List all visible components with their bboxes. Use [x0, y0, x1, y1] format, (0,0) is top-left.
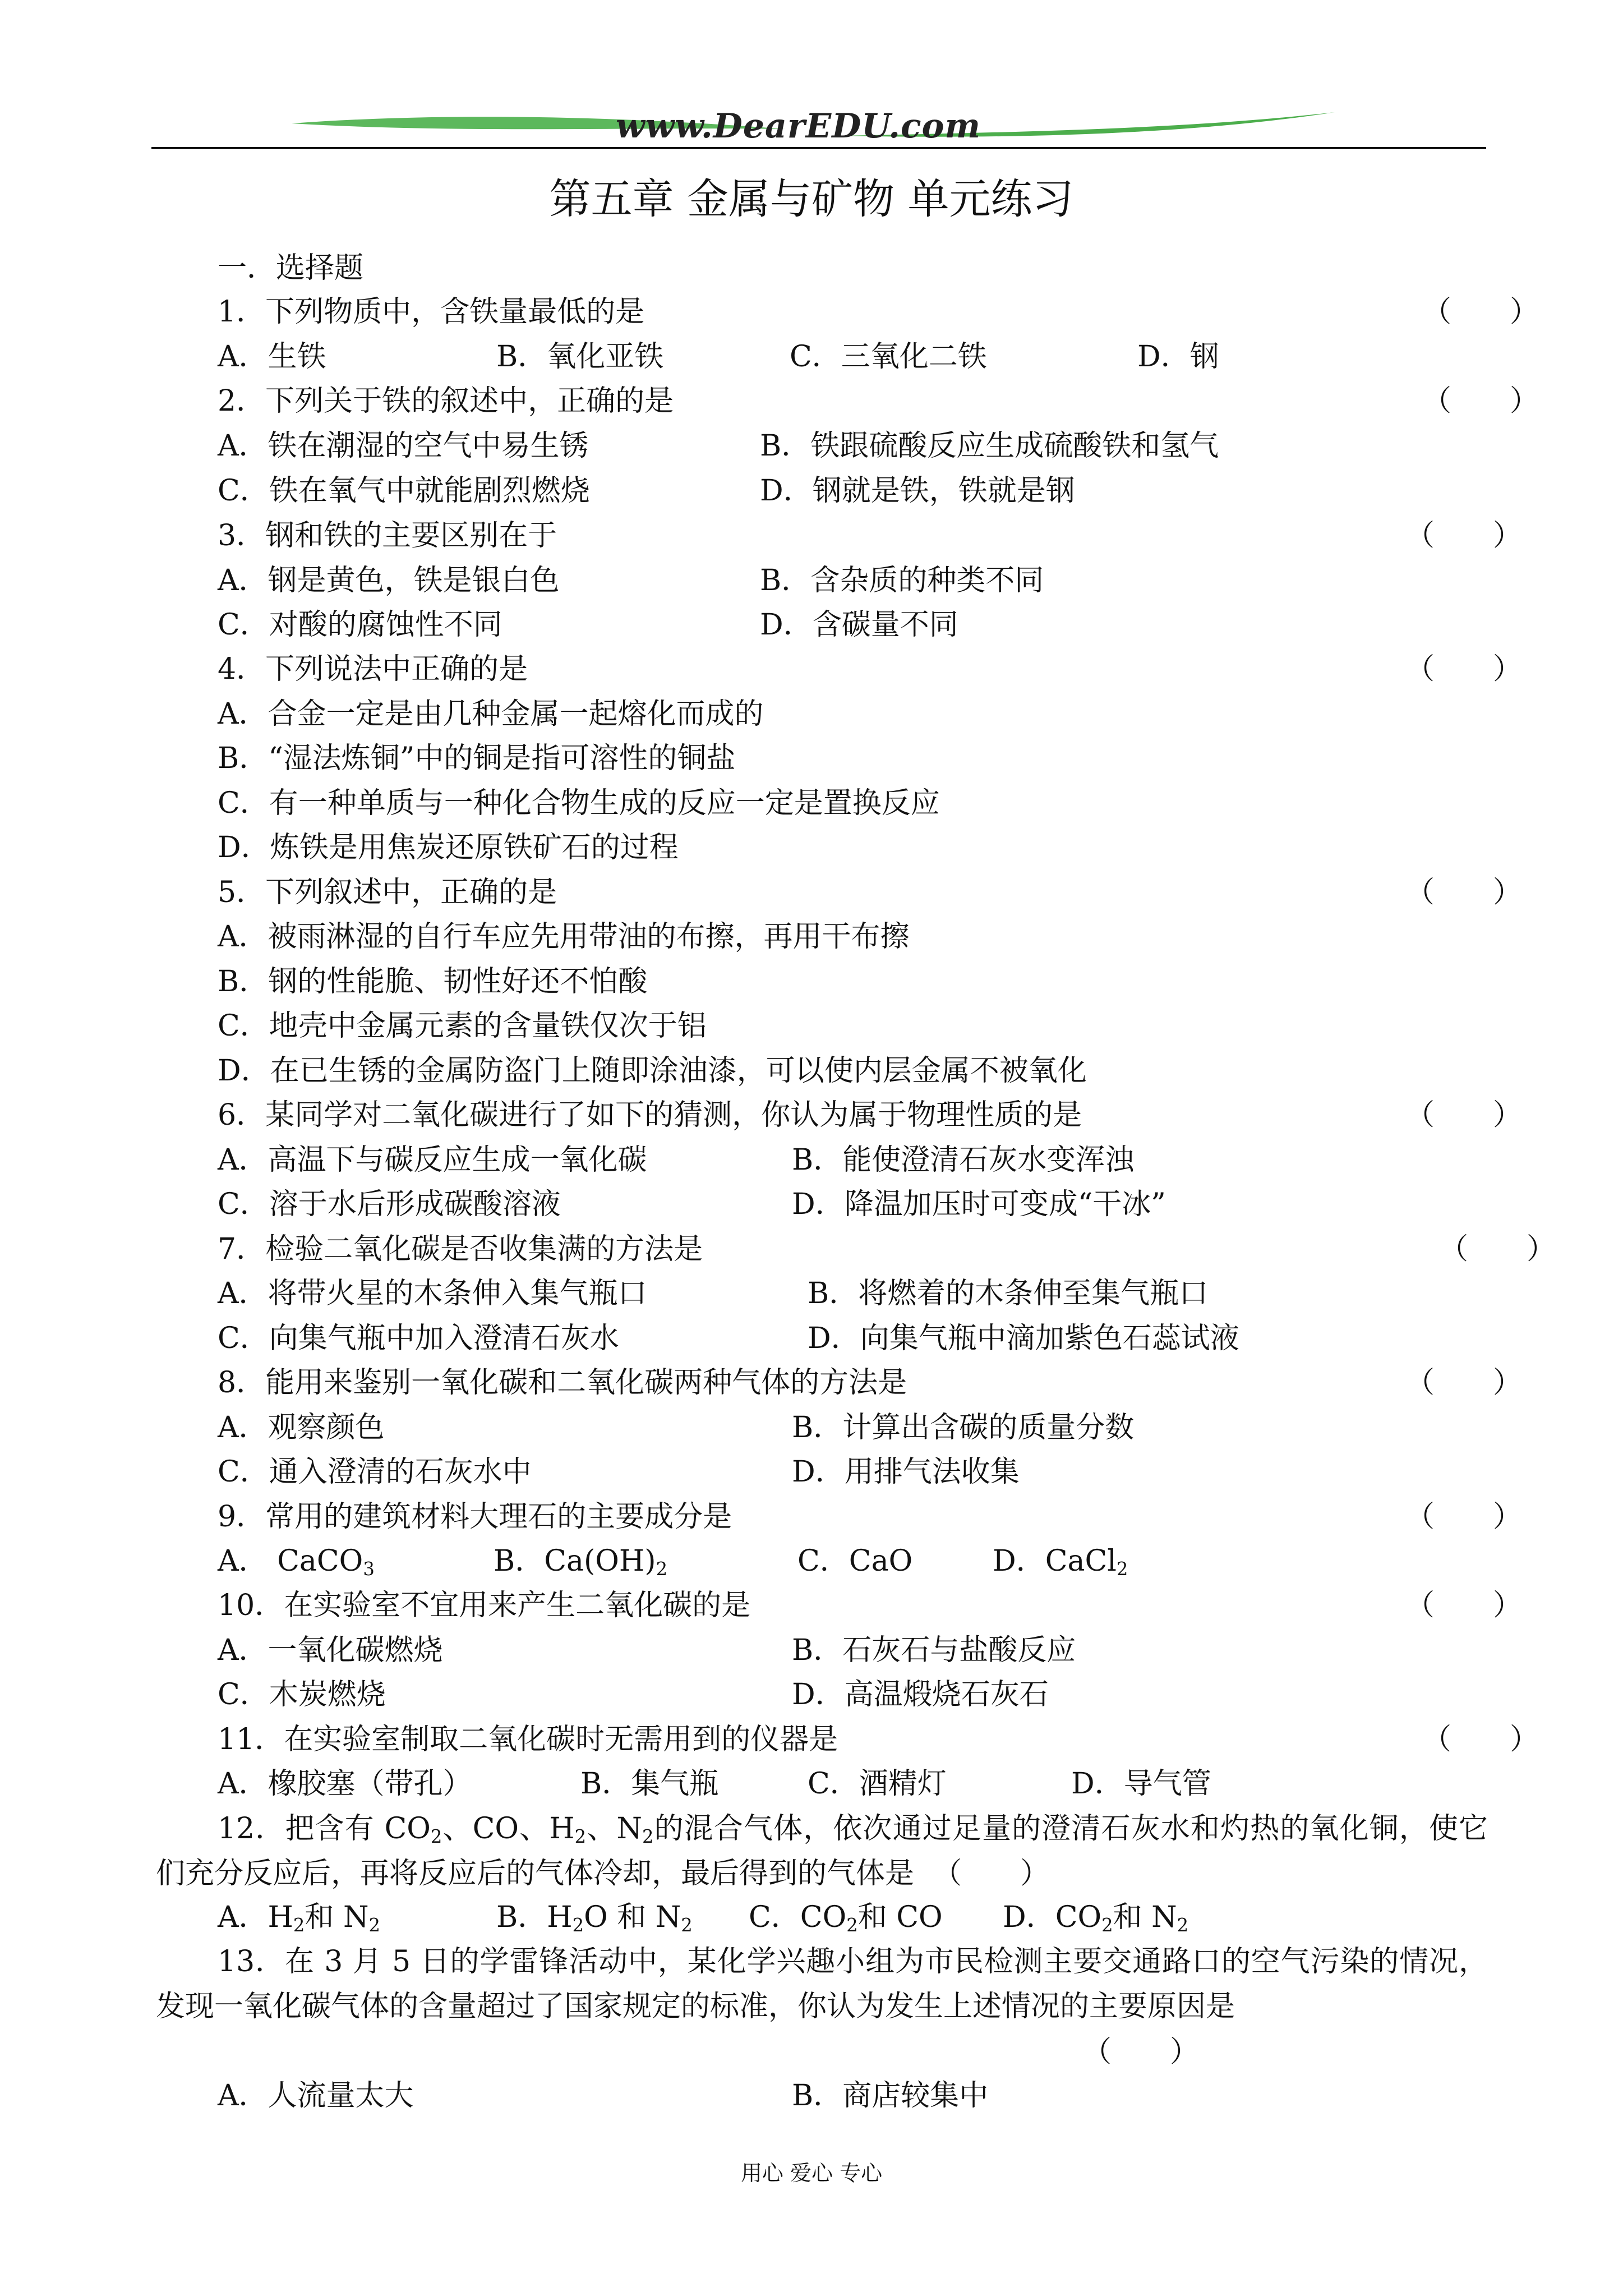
question-5-option-a[interactable]: A．被雨淋湿的自行车应先用带油的布擦，再用干布擦	[218, 920, 910, 954]
question-2-option-c[interactable]: C．铁在氧气中就能剧烈燃烧	[218, 474, 590, 508]
question-1-option-a[interactable]: A．生铁	[218, 340, 326, 374]
question-10-option-d[interactable]: D．高温煅烧石灰石	[792, 1678, 1049, 1711]
question-7-stem: 7．检验二氧化碳是否收集满的方法是	[218, 1232, 703, 1266]
question-6-option-c[interactable]: C．溶于水后形成碳酸溶液	[218, 1188, 561, 1221]
question-1-option-b[interactable]: B．氧化亚铁	[496, 340, 664, 374]
question-5-option-d[interactable]: D．在已生锈的金属防盗门上随即涂油漆，可以使内层金属不被氧化	[218, 1054, 1087, 1088]
question-7-option-c[interactable]: C．向集气瓶中加入澄清石灰水	[218, 1322, 619, 1355]
question-8-option-b[interactable]: B．计算出含碳的质量分数	[792, 1411, 1135, 1444]
question-12-answer-bracket[interactable]: （ ）	[933, 1857, 1050, 1890]
page-title: 第五章 金属与矿物 单元练习	[549, 175, 1074, 223]
question-7-option-b[interactable]: B．将燃着的木条伸至集气瓶口	[808, 1277, 1209, 1310]
question-9-option-d[interactable]	[993, 1544, 1128, 1578]
question-4-option-d[interactable]: D．炼铁是用焦炭还原铁矿石的过程	[218, 831, 679, 864]
question-5-answer-bracket[interactable]: （ ）	[1405, 876, 1522, 909]
question-11-option-b[interactable]: B．集气瓶	[580, 1767, 719, 1801]
question-9-answer-bracket[interactable]: （ ）	[1405, 1500, 1522, 1534]
option-letter: A．	[218, 1544, 268, 1578]
question-11-answer-bracket[interactable]: （ ）	[1422, 1723, 1539, 1756]
formula: B．Ca(OH)	[494, 1544, 656, 1578]
question-10-option-c[interactable]: C．木炭燃烧	[218, 1678, 386, 1711]
question-8-answer-bracket[interactable]: （ ）	[1405, 1366, 1522, 1400]
question-2-option-a[interactable]: A．铁在潮湿的空气中易生锈	[218, 429, 589, 463]
question-10-answer-bracket[interactable]: （ ）	[1405, 1589, 1522, 1622]
question-8-stem: 8．能用来鉴别一氧化碳和二氧化碳两种气体的方法是	[218, 1366, 907, 1400]
question-7-option-d[interactable]: D．向集气瓶中滴加紫色石蕊试液	[808, 1322, 1239, 1355]
question-12-option-d[interactable]: D．$CO_2$和 $N_2$	[1003, 1901, 1189, 1936]
question-3-option-c[interactable]: C．对酸的腐蚀性不同	[218, 608, 502, 642]
page-footer: 用心 爱心 专心	[740, 2161, 883, 2185]
question-13-option-a[interactable]: A．人流量太大	[218, 2079, 414, 2113]
question-11-option-c[interactable]: C．酒精灯	[808, 1767, 947, 1801]
question-8-option-a[interactable]: A．观察颜色	[218, 1411, 385, 1444]
subscript: 2	[656, 1558, 668, 1580]
question-8-option-c[interactable]: C．通入澄清的石灰水中	[218, 1455, 532, 1489]
question-13-option-b[interactable]: B．商店较集中	[792, 2079, 989, 2113]
question-7-option-a[interactable]: A．将带火星的木条伸入集气瓶口	[218, 1277, 647, 1310]
question-10-option-a[interactable]: A．一氧化碳燃烧	[218, 1634, 443, 1667]
formula: D．CaCl	[993, 1544, 1117, 1578]
header-rule	[151, 147, 1486, 149]
question-3-stem: 3．钢和铁的主要区别在于	[218, 519, 557, 553]
question-9-option-c[interactable]: C．CaO	[797, 1544, 913, 1578]
question-4-answer-bracket[interactable]: （ ）	[1405, 652, 1522, 686]
question-3-option-b[interactable]: B．含杂质的种类不同	[760, 564, 1044, 597]
question-13-answer-bracket[interactable]: （ ）	[1082, 2035, 1200, 2069]
question-5-option-b[interactable]: B．钢的性能脆、韧性好还不怕酸	[218, 965, 648, 999]
question-12-option-c[interactable]: C．$CO_2$和 CO	[749, 1901, 943, 1936]
question-3-answer-bracket[interactable]: （ ）	[1405, 519, 1522, 553]
question-2-option-d[interactable]: D．钢就是铁，铁就是钢	[760, 474, 1075, 508]
question-9-option-a[interactable]	[218, 1544, 375, 1578]
question-6-option-d[interactable]: D．降温加压时可变成“干冰”	[792, 1188, 1166, 1221]
question-1-option-d[interactable]: D．钢	[1137, 340, 1219, 374]
question-1-stem: 1．下列物质中，含铁量最低的是	[218, 295, 645, 329]
question-5-option-c[interactable]: C．地壳中金属元素的含量铁仅次于铝	[218, 1009, 707, 1043]
question-4-option-a[interactable]: A．合金一定是由几种金属一起熔化而成的	[218, 697, 764, 731]
question-6-answer-bracket[interactable]: （ ）	[1405, 1098, 1522, 1132]
question-11-stem: 11．在实验室制取二氧化碳时无需用到的仪器是	[218, 1723, 838, 1756]
question-6-stem: 6．某同学对二氧化碳进行了如下的猜测，你认为属于物理性质的是	[218, 1098, 1082, 1132]
question-4-option-b[interactable]: B．“湿法炼铜”中的铜是指可溶性的铜盐	[218, 742, 736, 775]
question-6-option-b[interactable]: B．能使澄清石灰水变浑浊	[792, 1143, 1135, 1177]
question-1-option-c[interactable]: C．三氧化二铁	[790, 340, 987, 374]
question-4-stem: 4．下列说法中正确的是	[218, 652, 528, 686]
question-3-option-a[interactable]: A．钢是黄色，铁是银白色	[218, 564, 560, 597]
question-9-stem: 9．常用的建筑材料大理石的主要成分是	[218, 1500, 732, 1534]
question-12-option-b[interactable]: B．$H_2O$ 和 $N_2$	[496, 1901, 693, 1936]
question-9-option-b[interactable]	[494, 1544, 667, 1578]
question-7-answer-bracket[interactable]: （ ）	[1438, 1232, 1556, 1266]
question-1-answer-bracket[interactable]: （ ）	[1422, 295, 1539, 329]
question-2-answer-bracket[interactable]: （ ）	[1422, 384, 1539, 418]
question-3-option-d[interactable]: D．含碳量不同	[760, 608, 958, 642]
formula: CaCO	[277, 1544, 363, 1578]
subscript: 3	[363, 1558, 375, 1580]
section-heading: 一．选择题	[218, 251, 364, 285]
question-5-stem: 5．下列叙述中，正确的是	[218, 876, 557, 909]
question-4-option-c[interactable]: C．有一种单质与一种化合物生成的反应一定是置换反应	[218, 786, 940, 820]
question-13-stem: 13．在 3 月 5 日的学雷锋活动中，某化学兴趣小组为市民检测主要交通路口的空气污染的情况，发现一氧化碳气体的含量超过了国家规定的标准，你认为发生上述情况的主要原因是	[156, 1945, 1488, 2023]
question-2-stem: 2．下列关于铁的叙述中，正确的是	[218, 384, 674, 418]
question-8-option-d[interactable]: D．用排气法收集	[792, 1455, 1020, 1489]
question-11-option-a[interactable]: A．橡胶塞（带孔）	[218, 1767, 472, 1801]
header-logo-text: www.DearEDU.com	[616, 107, 981, 146]
question-10-stem: 10．在实验室不宜用来产生二氧化碳的是	[218, 1589, 751, 1622]
question-10-option-b[interactable]: B．石灰石与盐酸反应	[792, 1634, 1076, 1667]
subscript: 2	[1116, 1558, 1128, 1580]
question-6-option-a[interactable]: A．高温下与碳反应生成一氧化碳	[218, 1143, 647, 1177]
question-12-option-a[interactable]: A．$H_2$和 $N_2$	[218, 1901, 380, 1936]
question-2-option-b[interactable]: B．铁跟硫酸反应生成硫酸铁和氢气	[760, 429, 1219, 463]
question-12-stem: 12．把含有 $CO_2$、CO、$H_2$、$N_2$的混合气体，依次通过足量的澄清石灰水和灼热的氧化铜，使它们充分反应后，再将反应后的气体冷却，最后得到的气体是 （ ）	[156, 1812, 1488, 1890]
question-11-option-d[interactable]: D．导气管	[1071, 1767, 1211, 1801]
